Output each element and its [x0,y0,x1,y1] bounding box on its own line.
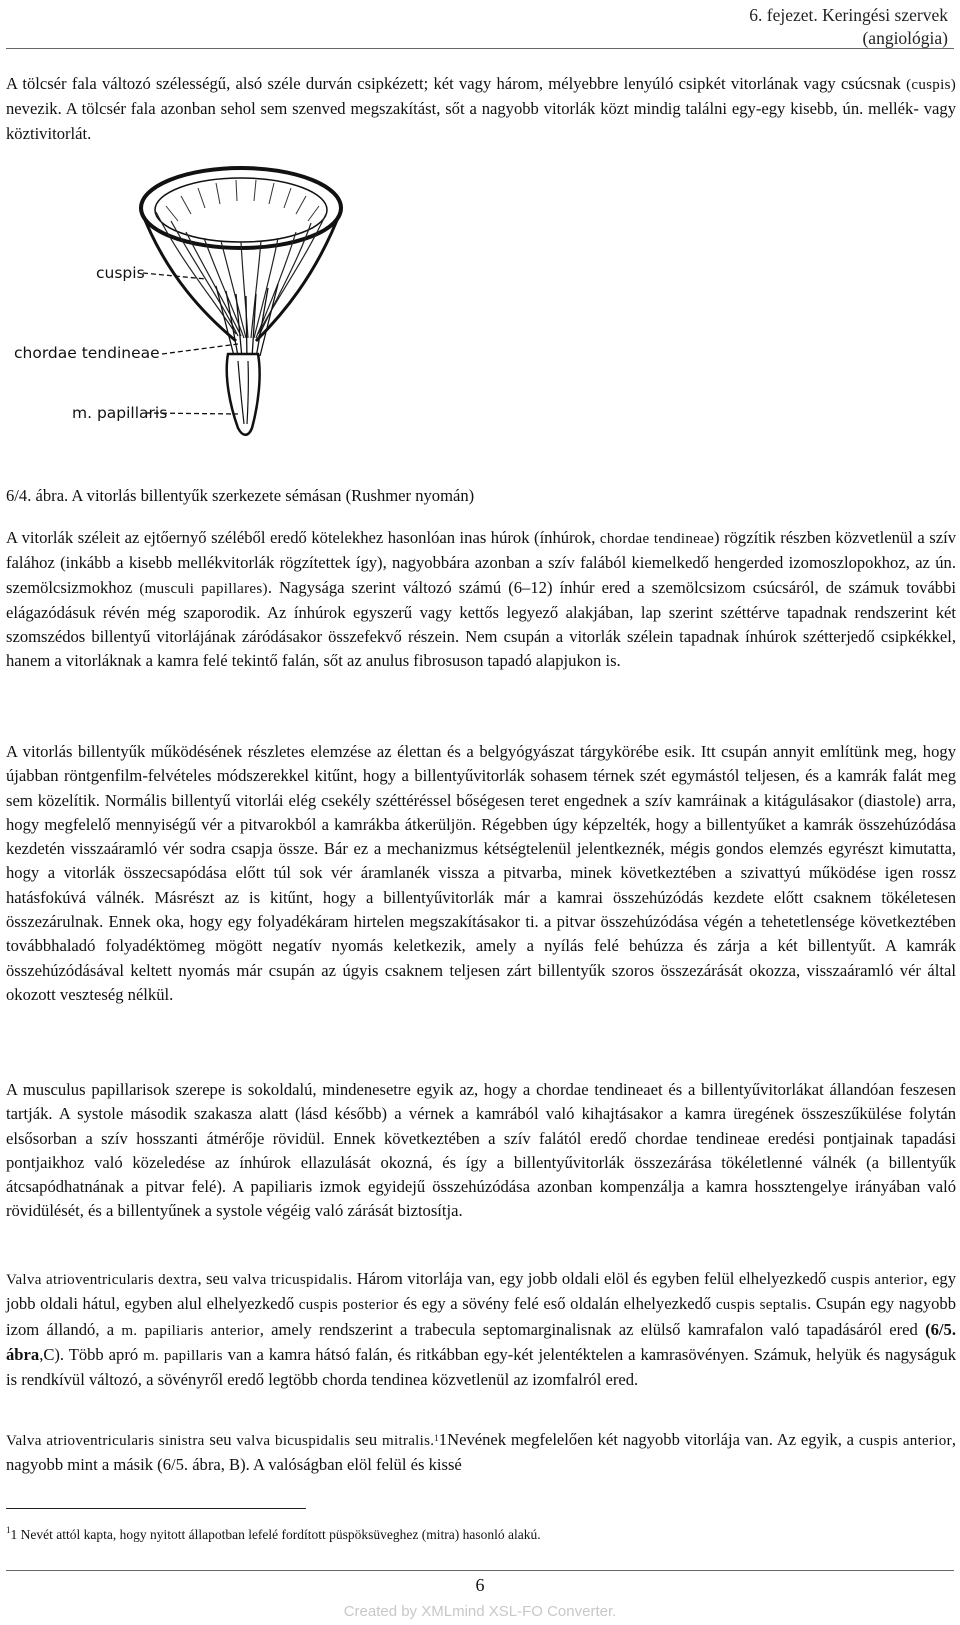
text-run: , seu [197,1269,233,1288]
valve-figure [6,166,346,458]
text-run: . Csupán egy nagyobb izom állandó, a [6,1294,956,1339]
label-m-papillaris: m. papillaris [72,404,168,422]
latin-term: Valva atrioventricularis dextra [6,1272,198,1288]
text-run: nevezik. A tölcsér fala azonban sehol sem szenved megszakítást, sőt a nagyobb vitorlák közt mindig találni egy-egy kisebb, ún. mellék- vagy köztivitorlát. [6,99,956,143]
caption-text: A vitorlás billentyűk szerkezete sémásan (Rushmer nyomán) [68,486,475,505]
figure-reference: (6/5. ábra [6,1319,956,1364]
text-run: , amely rendszerint a trabecula septomarginalisnak az elülső kamrafalon való tapadásáról ered [259,1319,926,1339]
paragraph-tricuspid [6,1267,956,1392]
latin-term: cuspis septalis [715,1297,808,1314]
latin-term: cuspis anterior [830,1272,924,1288]
latin-term: m. papiliaris anterior [121,1322,260,1339]
text-run: . Három vitorlája van, egy jobb oldali elöl és egyben felül elhelyezkedő [348,1269,831,1288]
text-run: ) rögzítik részben közvetlenül a szív falához (inkább a kisebb mellékvitorlák rögzítettek így), nagyobbára azonban a szív falából kiemelkedő hengerded izomoszlopokhoz, az ún. szemölcsizmokhoz [6,528,956,597]
latin-term: Valva atrioventricularis sinistra [6,1433,205,1449]
figure-caption [6,486,474,506]
latin-term: cuspis posterior [298,1297,399,1314]
footnote-number: 1 [6,1525,11,1535]
latin-term: cuspis anterior [858,1433,952,1449]
text-run: van a kamra hátsó falán, és ritkábban egy-két jelentéktelen a kamrasövényen. Számuk, helyük és nagyságuk is rendkívül változó, a sövényről eredő legtöbb chorda tendinea közvetlenül az izomfalról ered. [6,1344,956,1390]
paragraph-valve-function: A vitorlás billentyűk működésének részletes elemzése az élettan és a belgyógyászat tárgykörébe esik. Itt csupán annyit említünk meg, hogy újabban röntgenfilm-felvételes módszerekkel kitűnt, hogy a billentyűvitorlák sohasem térnek szét egymástól teljesen, és a kamrák falát meg sem közelítik. Normális billentyű vitorlái elég csekély széttéréssel bőségesen teret engednek a szív kamráinak a kitágulásakor (diastole) arra, hogy megfelelő mennyiségű vér a pitvarokból a kamrákba átkerüljön. Régebben úgy képzelték, hogy a billentyűket a kamrák összehúzódása kezdetén visszaáramló vér sodra csapja össze. Bár ez a mechanizmus kétségtelenül jelentkeznék, mégis gondos elemzés egyrészt kimutatta, hogy a vitorlák összecsapódása előtt túl sok vér áramlanék vissza a pitvarba, minek következtében a szivattyú működése igen rossz hatásfokúvá válnék. Másrészt az is kitűnt, hogy a billentyűvitorlák már a kamrai összehúzódás kezdete előtt csaknem tökéletesen összezárulnak. Ennek oka, hogy egy folyadékáram hirtelen megszakításakor ti. a pitvar összehúzódása végén a tehetetlensége következtében továbbhaladó folyadéktömeg mögött negatív nyomás keletkezik, amely a nyílás felé behúzza és zárja a két billentyűt. A kamrák összehúzódásával keltett nyomás már csupán az úgyis csaknem teljesen zárt billentyűk szoros összezárását okozza, visszaáramló vér által okozott veszteség nélkül. [6,742,956,1004]
latin-term: valva tricuspidalis [232,1272,349,1288]
text-run: , egy jobb oldali hátul, egyben alul elhelyezkedő [6,1269,957,1314]
paragraph-papillary-muscles: A musculus papillarisok szerepe is sokoldalú, mindenesetre egyik az, hogy a chordae tendineaet és a billentyűvitorlákat állandóan feszesen tartják. A systole második szakasza alatt (lásd később) a vérnek a kamrából való kihajtásakor a kamra üregének összeszűkülése folytán elsősorban a szív hosszanti átmérője rövidül. Ennek következtében a szív falától eredő chordae tendineae eredési pontjainak tapadási pontjaikhoz való közeledése az ínhúrok ellazulását okozná, és így a billentyűvitorlák összezárása tökéletlenné válnék (a billentyűk átcsapódhatnának a pitvar felé). A papiliaris izmok egyidejű összehúzódása azonban kompenzálja a kamra hossztengelye irányában való rövidülését, és a billentyűnek a systole végéig való zárását biztosítja. [6,1080,956,1221]
footer-rule [6,1570,954,1571]
chapter-title: 6. fejezet. Keringési szervek [749,5,948,25]
converter-credit: Created by XMLmind XSL-FO Converter. [343,1603,617,1620]
chapter-header [548,4,948,50]
footnote-text: 1 Nevét attól kapta, hogy nyitott állapotban lefelé fordított püspöksüveghez (mitra) hasonló alakú. [10,1527,541,1542]
page-number: 6 [475,1575,485,1595]
latin-term: valva bicuspidalis [236,1433,351,1449]
latin-term: (musculi papillares) [139,580,268,597]
footnote-separator [6,1508,306,1509]
text-run: . Nagysága szerint változó számú (6–12) ínhúr ered a szemölcsizom csúcsáról, de számuk további elágazódásuk révén még szaporodik. Az ínhúrok egyszerű vagy kettős legyező alakjában, lap szerint széttérve tapadnak rendszerint két szomszédos billentyű vitorlájának záródásakor összefekvő részein. Nem csupán a vitorlák szélein tapadnak ínhúrok szétterjedő csipkékkel, hanem a vitorláknak a kamra felé tekintő falán, sőt az anulus fibrosuson tapadó alapjukon is. [6,577,957,671]
latin-term: mitralis. [382,1433,435,1449]
text-run: A tölcsér fala változó szélességű, alsó széle durván csipkézett; két vagy három, mélyebbre lenyúló csipkét vitorlának vagy csúcsnak [6,74,907,93]
text-run: ,C). Több apró [39,1344,144,1364]
paragraph-chordae [6,526,956,674]
header-rule [6,48,954,49]
paragraph-mitral [6,1428,956,1478]
text-run: seu [350,1430,383,1449]
latin-term: (cuspis) [906,77,956,93]
text-run: 1Nevének megfelelően két nagyobb vitorlája van. Az egyik, a [438,1430,859,1449]
latin-term: chordae tendineae [599,531,715,547]
chapter-subtitle: (angiológia) [862,28,948,48]
text-run: és egy a sövény felé eső oldalán elhelyezkedő [398,1294,716,1314]
intro-paragraph [6,72,956,146]
footnote [6,1527,541,1543]
label-cuspis: cuspis [96,264,145,282]
footnote-marker[interactable]: 1 [434,1433,439,1443]
text-run: A vitorlák széleit az ejtőernyő széléből eredő kötelekhez hasonlóan inas húrok (ínhúrok, [6,528,600,547]
latin-term: m. papillaris [143,1347,223,1364]
caption-number: 6/4. ábra. [6,486,69,505]
text-run: , nagyobb mint a másik (6/5. ábra, B). A valóságban elöl felül és kissé [6,1430,957,1475]
label-chordae-tendineae: chordae tendineae [14,344,160,362]
text-run: seu [204,1430,237,1449]
valve-illustration [6,166,346,458]
